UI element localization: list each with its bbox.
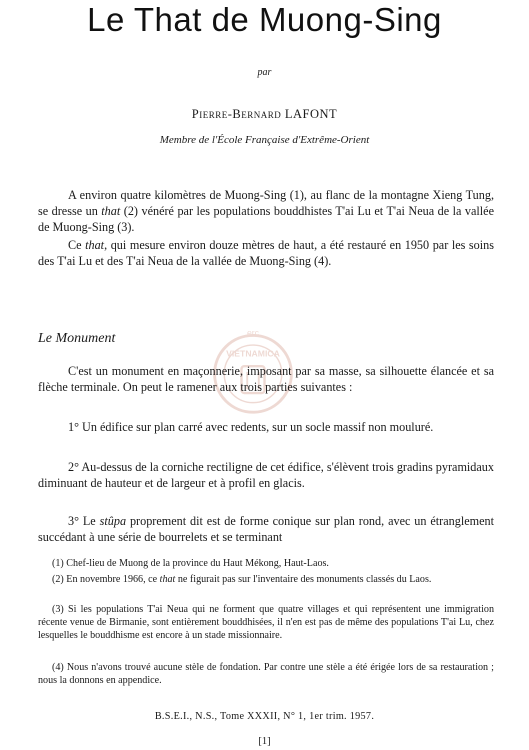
article-title: Le That de Muong-Sing	[87, 1, 442, 38]
author-name	[0, 107, 529, 122]
footnote-2: (2) En novembre 1966, ce that ne figurait pas sur l'inventaire des monuments classés du Laos.	[52, 574, 432, 585]
monument-paragraph-2: 1° Un édifice sur plan carré avec redents, sur un socle massif non mouluré.	[68, 420, 434, 434]
footnote-4: (4) Nous n'avons trouvé aucune stèle de fondation. Par contre une stèle a été érigée lors de sa restauration ; nous la donnons en appendice.	[38, 662, 494, 686]
monument-paragraph-1: C'est un monument en maçonnerie, imposant par sa masse, sa silhouette élancée et sa flèche terminale. On peut le ramener aux trois parties suivantes :	[38, 364, 494, 394]
monument-paragraph-4: 3° Le stûpa proprement dit est de forme conique sur plan rond, avec un étranglement succédant à une série de bourrelets et se terminant	[38, 514, 494, 544]
stamp-ring-text: VIETNAMICA	[226, 348, 280, 359]
page-number: [1]	[258, 736, 271, 747]
intro-paragraph-2: Ce that, qui mesure environ douze mètres de haut, a été restauré en 1950 par les soins des T'ai Lu et des T'ai Neua de la vallée de Muong-Sing (4).	[38, 238, 494, 268]
monument-paragraph-3: 2° Au-dessus de la corniche rectiligne de cet édifice, s'élèvent trois gradins pyramidaux diminuant de hauteur et de largeur et à profil en glacis.	[38, 460, 494, 490]
footnote-3: (3) Si les populations T'ai Neua qui ne forment que quatre villages et qui représentent une immigration récente venue de Birmanie, sont entièrement bouddhisées, il n'en est pas de même des populations T'ai Lu, chez lesquelles le bouddhisme est encore à un stade missionnaire.	[38, 604, 494, 641]
journal-reference: B.S.E.I., N.S., Tome XXXII, N° 1, 1er trim. 1957.	[154, 711, 375, 722]
author-affiliation: Membre de l'École Française d'Extrême-Orient	[159, 134, 370, 146]
byline: par	[257, 67, 272, 78]
author-last-name: LAFONT	[284, 107, 338, 121]
footnote-1: (1) Chef-lieu de Muong de la province du Haut Mékong, Haut-Laos.	[52, 558, 329, 569]
stamp-top-text: erc	[247, 327, 259, 338]
intro-paragraph-1: A environ quatre kilomètres de Muong-Sing (1), au flanc de la montagne Xieng Tung, se dresse un that (2) vénéré par les populations bouddhistes T'ai Lu et T'ai Neua de la vallée de Muong-Sing (3).	[38, 188, 494, 234]
section-heading: Le Monument	[38, 331, 116, 346]
author-first-name: Pierre-Bernard	[191, 107, 282, 121]
